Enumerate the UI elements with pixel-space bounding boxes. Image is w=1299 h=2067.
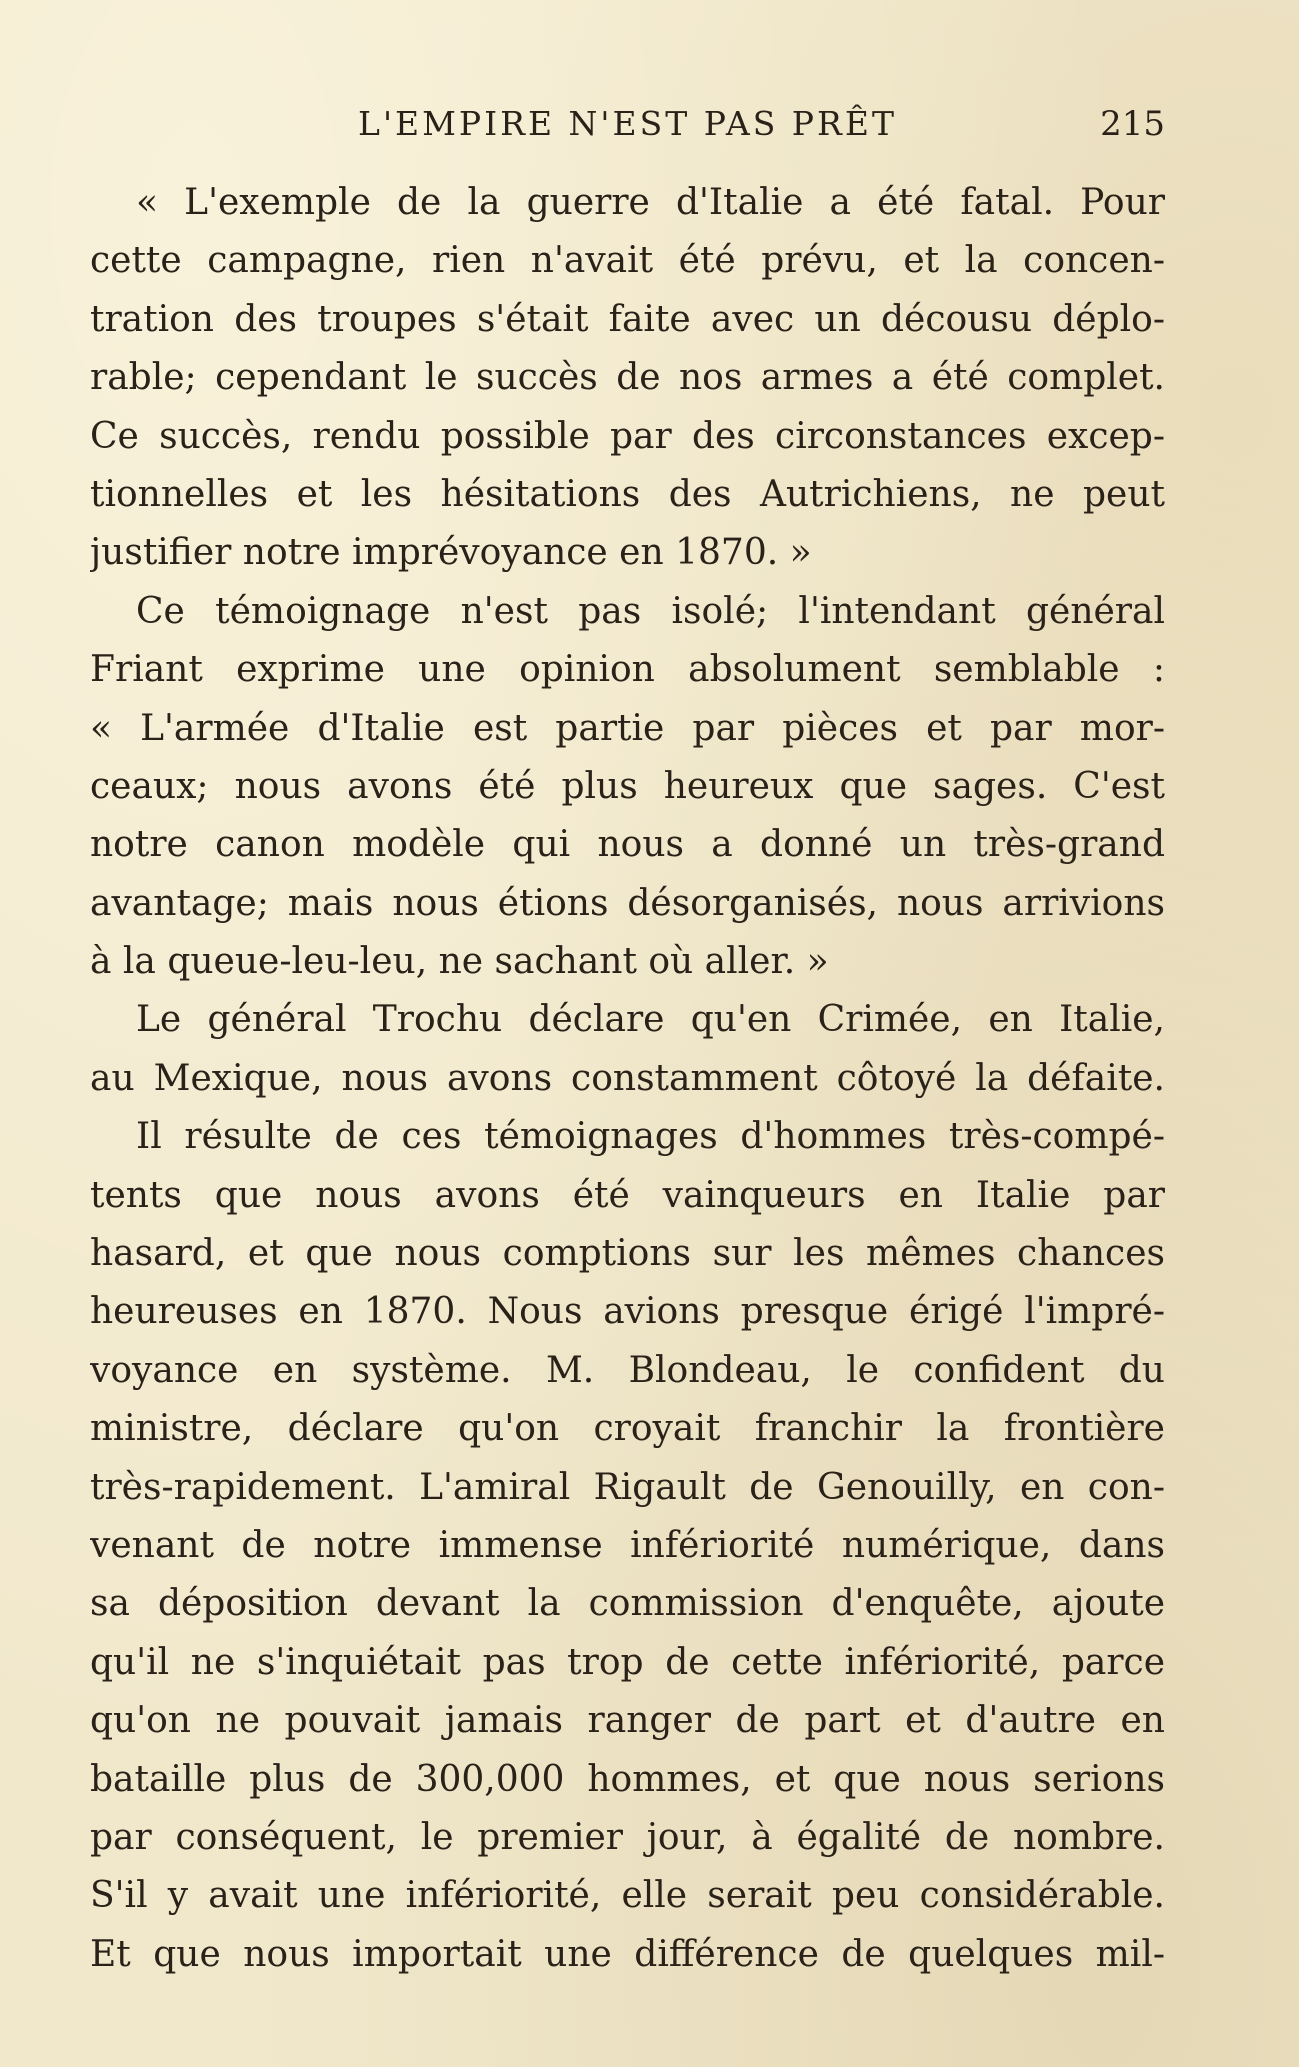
text-line: Ce témoignage n'est pas isolé; l'intendant général	[136, 590, 1165, 632]
text-line: « L'armée d'Italie est partie par pièces et par mor-	[90, 707, 1165, 749]
text-line: rable; cependant le succès de nos armes a été complet.	[90, 357, 1165, 399]
text-line: Et que nous importait une différence de quelques mil-	[90, 1933, 1165, 1975]
text-line: qu'on ne pouvait jamais ranger de part et d'autre en	[90, 1700, 1165, 1742]
text-line: Ce succès, rendu possible par des circonstances excep-	[90, 415, 1165, 457]
running-title: L'EMPIRE N'EST PAS PRÊT	[358, 104, 897, 143]
text-line: qu'il ne s'inquiétait pas trop de cette infériorité, parce	[90, 1641, 1165, 1683]
text-line: notre canon modèle qui nous a donné un très-grand	[90, 824, 1165, 866]
text-line: justifier notre imprévoyance en 1870. »	[90, 532, 812, 574]
text-line: tration des troupes s'était faite avec un décousu déplo-	[90, 298, 1165, 340]
text-line: Friant exprime une opinion absolument semblable :	[90, 649, 1165, 691]
text-line: par conséquent, le premier jour, à égalité de nombre.	[90, 1816, 1165, 1858]
text-line: sa déposition devant la commission d'enquête, ajoute	[90, 1583, 1165, 1625]
text-line: S'il y avait une infériorité, elle serait peu considérable.	[90, 1875, 1165, 1917]
text-line: hasard, et que nous comptions sur les mêmes chances	[90, 1233, 1165, 1275]
text-line: venant de notre immense infériorité numérique, dans	[90, 1524, 1165, 1566]
body-text	[90, 174, 1165, 1984]
text-line: avantage; mais nous étions désorganisés, nous arrivions	[90, 882, 1165, 924]
text-line: Le général Trochu déclare qu'en Crimée, en Italie,	[136, 999, 1165, 1041]
text-line: cette campagne, rien n'avait été prévu, et la concen-	[90, 240, 1165, 282]
text-line: heureuses en 1870. Nous avions presque érigé l'impré-	[90, 1291, 1165, 1333]
text-line: tents que nous avons été vainqueurs en Italie par	[90, 1174, 1165, 1216]
text-line: voyance en système. M. Blondeau, le confident du	[90, 1349, 1165, 1391]
text-line: Il résulte de ces témoignages d'hommes très-compé-	[136, 1116, 1165, 1158]
text-line: ceaux; nous avons été plus heureux que sages. C'est	[90, 765, 1165, 807]
text-line: bataille plus de 300,000 hommes, et que nous serions	[90, 1758, 1165, 1800]
text-line: très-rapidement. L'amiral Rigault de Genouilly, en con-	[90, 1466, 1165, 1508]
text-line: à la queue-leu-leu, ne sachant où aller. »	[90, 941, 829, 983]
text-line: « L'exemple de la guerre d'Italie a été fatal. Pour	[136, 182, 1165, 223]
text-line: tionnelles et les hésitations des Autrichiens, ne peut	[90, 473, 1165, 515]
text-line: ministre, déclare qu'on croyait franchir la frontière	[90, 1408, 1165, 1450]
text-line: au Mexique, nous avons constamment côtoyé la défaite.	[90, 1057, 1165, 1099]
page-number: 215	[1100, 104, 1165, 144]
running-head	[90, 100, 1165, 148]
